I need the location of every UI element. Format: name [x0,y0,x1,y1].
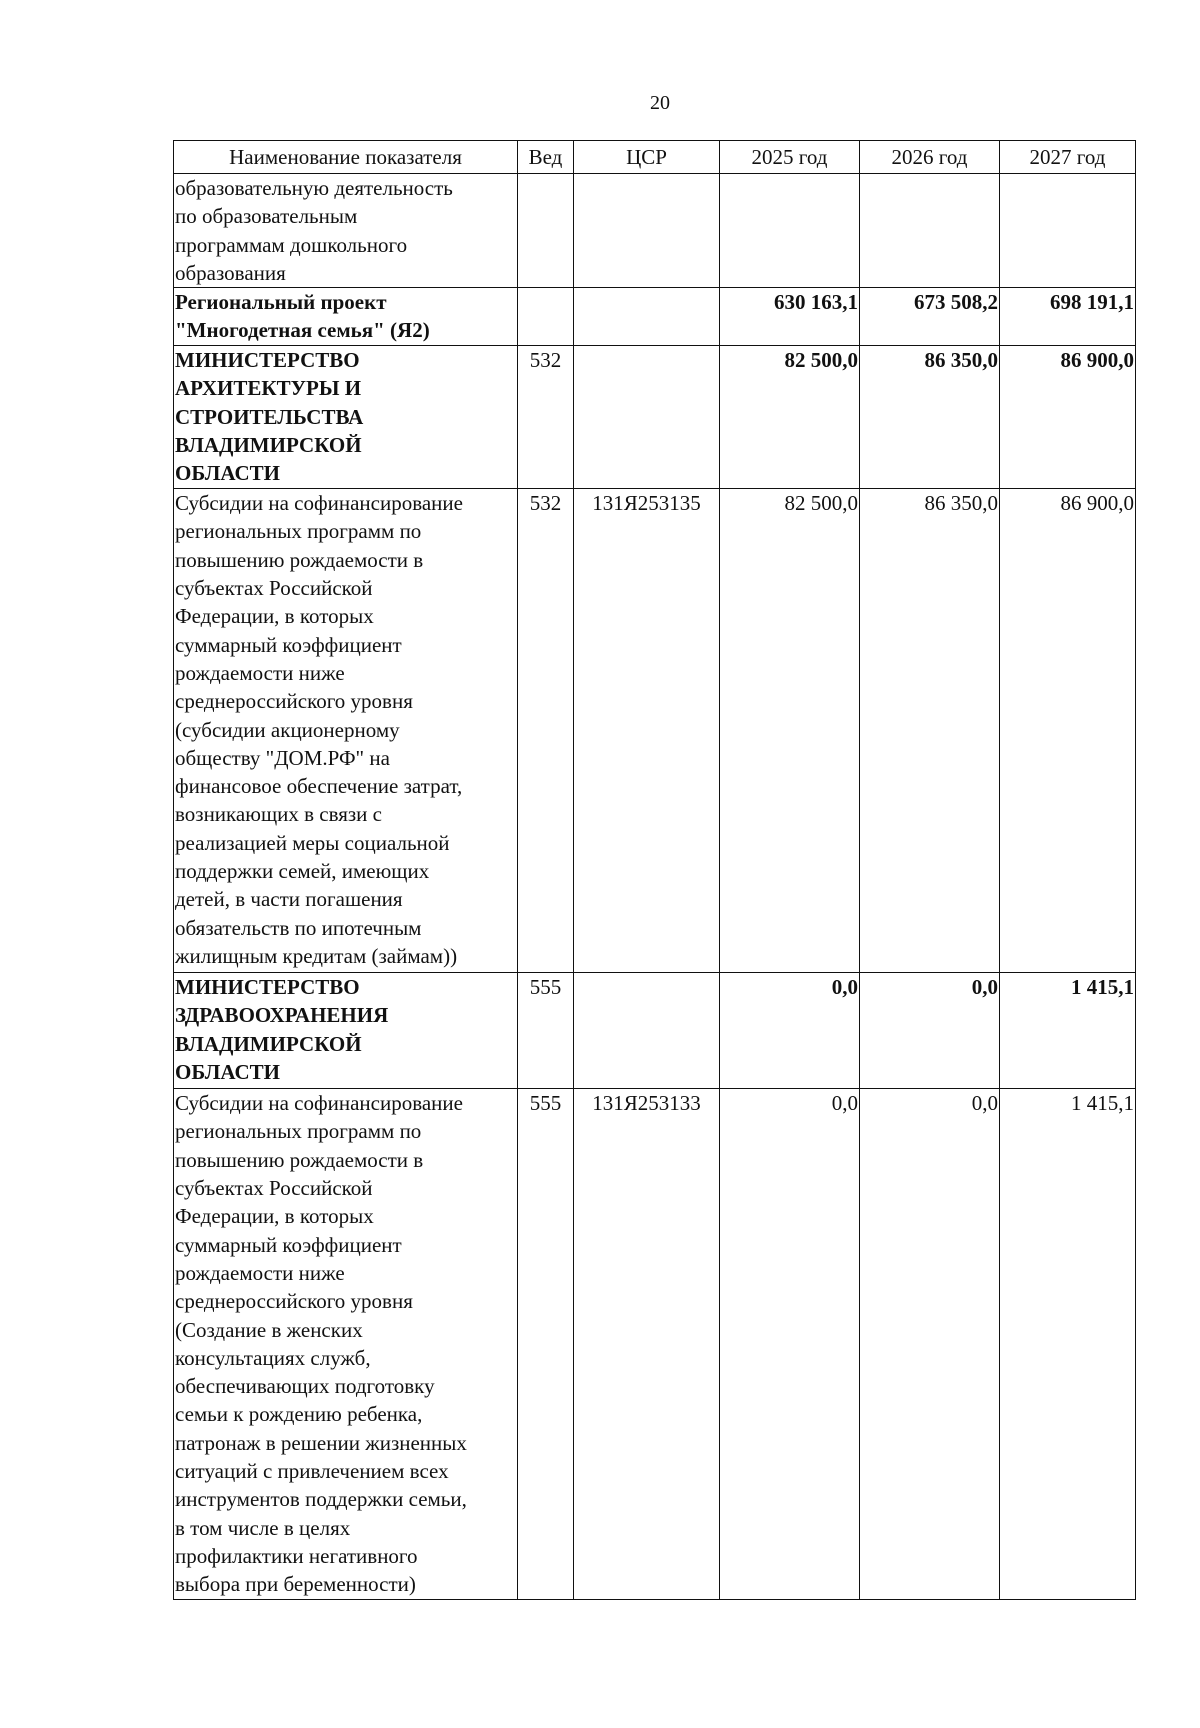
name-cell: Субсидии на софинансирование региональных программ по повышению рождаемости в субъектах Российской Федерации, в которых суммарный коэффициент рождаемости ниже среднероссийского уровня (Создание в женских консультациях служб, обеспечивающих подготовку семьи к рождению ребенка, патронаж в решении жизненных ситуаций с привлечением всех инструментов поддержки семьи, в том числе в целях профилактики негативного выбора при беременности) [174,1089,518,1599]
value-2025 [720,174,860,288]
ved-cell: 555 [518,1089,574,1599]
value-2025: 82 500,0 [720,489,860,973]
value-2027: 1 415,1 [1000,1089,1136,1599]
value-2027: 698 191,1 [1000,288,1136,346]
value-2027: 86 900,0 [1000,346,1136,489]
value-2027: 86 900,0 [1000,489,1136,973]
page-number: 20 [650,92,670,114]
header-2026: 2026 год [860,141,1000,174]
csr-cell [574,288,720,346]
value-2026: 673 508,2 [860,288,1000,346]
table-row [174,346,1136,489]
csr-cell [574,346,720,489]
value-2027: 1 415,1 [1000,973,1136,1089]
budget-table [173,140,1136,1600]
value-2027 [1000,174,1136,288]
value-2025: 0,0 [720,973,860,1089]
csr-cell [574,174,720,288]
header-2025: 2025 год [720,141,860,174]
table-row [174,174,1136,288]
ved-cell: 532 [518,489,574,973]
name-cell: образовательную деятельность по образовательным программам дошкольного образования [174,174,518,288]
name-cell: Региональный проект "Многодетная семья" (Я2) [174,288,518,346]
table-row [174,1089,1136,1599]
value-2026 [860,174,1000,288]
name-cell: МИНИСТЕРСТВО ЗДРАВООХРАНЕНИЯ ВЛАДИМИРСКОЙ ОБЛАСТИ [174,973,518,1089]
value-2026: 0,0 [860,973,1000,1089]
name-cell: МИНИСТЕРСТВО АРХИТЕКТУРЫ И СТРОИТЕЛЬСТВА ВЛАДИМИРСКОЙ ОБЛАСТИ [174,346,518,489]
csr-cell: 131Я253133 [574,1089,720,1599]
csr-cell [574,973,720,1089]
value-2026: 86 350,0 [860,346,1000,489]
name-cell: Субсидии на софинансирование региональных программ по повышению рождаемости в субъектах Российской Федерации, в которых суммарный коэффициент рождаемости ниже среднероссийского уровня (субсидии акционерному обществу "ДОМ.РФ" на финансовое обеспечение затрат, возникающих в связи с реализацией меры социальной поддержки семей, имеющих детей, в части погашения обязательств по ипотечным жилищным кредитам (займам)) [174,489,518,973]
value-2025: 630 163,1 [720,288,860,346]
table-header-row [174,141,1136,174]
value-2026: 86 350,0 [860,489,1000,973]
header-csr: ЦСР [574,141,720,174]
ved-cell [518,174,574,288]
header-2027: 2027 год [1000,141,1136,174]
header-ved: Вед [518,141,574,174]
csr-cell: 131Я253135 [574,489,720,973]
ved-cell [518,288,574,346]
value-2026: 0,0 [860,1089,1000,1599]
table-row [174,489,1136,973]
ved-cell: 555 [518,973,574,1089]
value-2025: 0,0 [720,1089,860,1599]
header-name: Наименование показателя [174,141,518,174]
ved-cell: 532 [518,346,574,489]
value-2025: 82 500,0 [720,346,860,489]
table-row [174,288,1136,346]
table-row [174,973,1136,1089]
